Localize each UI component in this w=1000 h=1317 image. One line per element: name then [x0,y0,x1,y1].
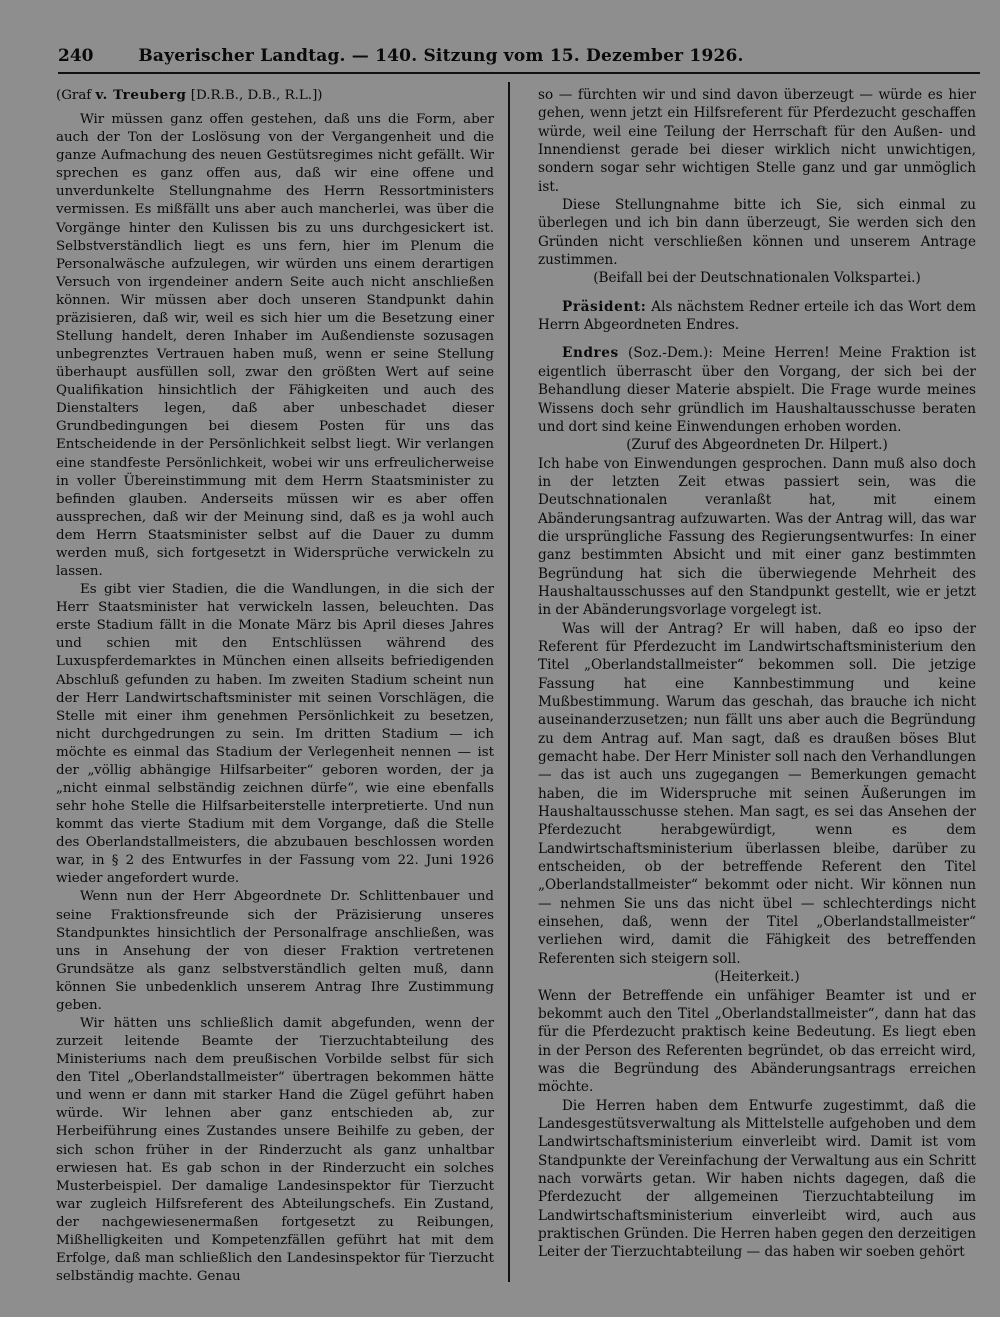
header-rule [58,72,980,74]
left-column [56,86,494,1286]
speaker-open: (Graf [56,88,92,103]
stage-direction: (Beifall bei der Deutschnationalen Volkspartei.) [593,270,921,287]
running-head: Bayerischer Landtag. — 140. Sitzung vom 15. Dezember 1926. [138,46,744,66]
paragraph: so — fürchten wir und sind davon überzeugt — würde es hier gehen, wenn jetzt ein Hilfsreferent für Pferdezucht geschaffen würde, weil eine Teilung der Herrschaft für den Außen- und Innendienst gerade bei dieser wirklich nicht unwichtigen, sondern sogar sehr wichtigen Stelle ganz und gar unmöglich ist. [538,87,976,195]
paragraph: Die Herren haben dem Entwurfe zugestimmt, daß die Landesgestütsverwaltung als Mittelstelle aufgehoben und dem Landwirtschaftsministerium einverleibt wird. Damit ist vom Standpunkte der Vereinfachung der Verwaltung aus ein Schritt nach vorwärts getan. Wir haben nichts dagegen, daß die Pferdezucht der allgemeinen Tierzuchtabteilung im Landwirtschaftsministerium einverleibt wird, auch aus praktischen Gründen. Die Herren haben gegen den derzeitigen Leiter der Tierzuchtabteilung — das haben wir soeben gehört [538,1097,976,1261]
stage-direction: (Heiterkeit.) [714,969,800,986]
president-remark [538,298,976,335]
interjection: (Zuruf des Abgeordneten Dr. Hilpert.) [626,437,888,454]
endres-party: (Soz.-Dem.): [628,345,713,362]
paragraph: Wir müssen ganz offen gestehen, daß uns die Form, aber auch der Ton der Loslösung von der Vergangenheit und die ganze Aufmachung des neuen Gestütsregimes nicht gefällt. Wir sprechen es ganz offen aus, daß wir eine offene und unverdunkelte Stellungnahme des Herrn Ressortministers vermissen. Es mißfällt uns aber auch mancherlei, was über die Vorgänge hinter den Kulissen bis zu uns durchgesickert ist. Selbstverständlich liegt es uns fern, hier im Plenum die Personalwäsche aufzulegen, wir würden uns einem derartigen Versuch von irgendeiner andern Seite auch nicht anschließen können. Wir müssen aber doch unseren Standpunkt dahin präzisieren, daß wir, weil es sich hier um die Besetzung einer Stellung handelt, deren Inhaber im Außendienste sozusagen unbegrenztes Vertrauen haben muß, wenn er seine Stellung überhaupt ausfüllen soll, zwar den größten Wert auf seine Qualifikation hinsichtlich der Fähigkeiten und auch des Dienstalters legen, daß aber unbeschadet dieser Grundbedingungen bei diesem Posten für uns das Entscheidende in der Persönlichkeit selbst liegt. Wir verlangen eine standfeste Persönlichkeit, wobei wir uns erfreulicherweise in voller Übereinstimmung mit dem Herrn Staatsminister zu befinden glauben. Anderseits müssen wir es aber offen aussprechen, daß wir der Meinung sind, daß es ja wohl auch dem Herrn Staatsminister selbst auf die Dauer zu dumm werden muß, sich fortgesetzt in Widersprüche verwickeln zu lassen. [56,112,494,580]
paragraph: Es gibt vier Stadien, die die Wandlungen, in die sich der Herr Staatsminister hat verwickeln lassen, beleuchten. Das erste Stadium fällt in die Monate März bis April dieses Jahres und schien mit den Entschlüssen während des Luxuspferdemarktes in München einen allseits befriedigenden Abschluß gefunden zu haben. Im zweiten Stadium scheint nun der Herr Landwirtschaftsminister mit seinen Vorschlägen, die Stelle mit einer ihm genehmen Persönlichkeit zu besetzen, nicht durchgedrungen zu sein. Im dritten Stadium — ich möchte es einmal das Stadium der Verlegenheit nennen — ist der „völlig abhängige Hilfsarbeiter“ geboren worden, der ja „nicht einmal selbständig zeichnen dürfe“, wie eine ebenfalls sehr hohe Stelle die Hilfsarbeiterstelle interpretierte. Und nun kommt das vierte Stadium mit dem Vorgange, daß die Stelle des Oberlandstallmeisters, die abzubauen beschlossen worden war, in § 2 des Entwurfes in der Fassung vom 22. Juni 1926 wieder angefordert wurde. [56,582,494,887]
endres-label: Endres [562,345,619,362]
endres-speech-start [538,344,976,436]
speaker-party: [D.R.B., D.B., R.L.]) [190,88,323,103]
speaker-name: v. Treuberg [95,87,187,103]
page-header [58,42,764,72]
speaker-attribution [56,86,494,105]
president-label: Präsident: [562,298,647,315]
paragraph: Diese Stellungnahme bitte ich Sie, sich einmal zu überlegen und ich bin dann überzeugt, Sie werden sich den Gründen nicht verschließen können und unserem Antrage zustimmen. [538,197,976,269]
paragraph: Wir hätten uns schließlich damit abgefunden, wenn der zurzeit leitende Beamte der Tierzuchtabteilung des Ministeriums nach dem preußischen Vorbilde selbst für sich den Titel „Oberlandstallmeister“ übertragen bekommen hätte und wenn er dann mit starker Hand die Zügel geführt haben würde. Wir lehnen aber ganz entschieden ab, zur Herbeiführung eines Zustandes unsere Beihilfe zu geben, der sich schon früher in der Rinderzucht als ganz unhaltbar erwiesen hat. Es gab schon in der Rinderzucht ein solches Musterbeispiel. Der damalige Landesinspektor für Tierzucht war zugleich Hilfsreferent des Abteilungschefs. Ein Zustand, der nachgewiesenermaßen fortgesetzt zu Reibungen, Mißhelligkeiten und Kompetenzfällen geführt hat mit dem Erfolge, daß man schließlich den Landesinspektor für Tierzucht selbständig machte. Genau [56,1015,494,1285]
paragraph: Ich habe von Einwendungen gesprochen. Dann muß also doch in der letzten Zeit etwas passiert sein, was die Deutschnationalen veranlaßt hat, mit einem Abänderungsantrag aufzuwarten. Was der Antrag will, das war die ursprüngliche Fassung des Regierungsentwurfes: In einer ganz bestimmten Absicht und mit einer ganz bestimmten Begründung hat sich die überwiegende Mehrheit des Haushaltausschusses auf den Standpunkt gestellt, wie er jetzt in der Abänderungsvorlage vorgelegt ist. [538,455,976,619]
paragraph: Wenn der Betreffende ein unfähiger Beamter ist und er bekommt auch den Titel „Oberlandstallmeister“, dann hat das für die Pferdezucht praktisch keine Bedeutung. Es liegt eben in der Person des Referenten begründet, ob das erreicht wird, was die Begründung des Abänderungsantrags erreichen möchte. [538,987,976,1096]
column-divider [508,82,510,1282]
president-text: Als nächstem Redner erteile ich das Wort dem Herrn Abgeordneten Endres. [538,298,977,334]
paragraph: Wenn nun der Herr Abgeordnete Dr. Schlittenbauer und seine Fraktionsfreunde sich der Präzisierung unseres Standpunktes hinsichtlich der Personalfrage anschließen, was uns in Ansehung der von dieser Fraktion vertretenen Grundsätze als ganz selbstverständlich gelten muß, dann können Sie unbedenklich unserem Antrag Ihre Zustimmung geben. [56,889,494,1013]
paragraph: Was will der Antrag? Er will haben, daß eo ipso der Referent für Pferdezucht im Landwirtschaftsministerium den Titel „Oberlandstallmeister“ bekommen soll. Die jetzige Fassung hat eine Kannbestimmung und keine Mußbestimmung. Warum das geschah, das brauche ich nicht auseinanderzusetzen; nun fällt uns aber auch die Begründung zu dem Antrag auf. Man sagt, daß es draußen böses Blut gemacht habe. Der Herr Minister soll nach den Verhandlungen — das ist auch uns zugegangen — Bemerkungen gemacht haben, die im Widerspruche mit seinen Äußerungen im Haushaltausschusse stehen. Man sagt, es sei das Ansehen der Pferdezucht herabgewürdigt, wenn es dem Landwirtschaftsministerium überlassen bleibe, darüber zu entscheiden, ob der betreffende Referent den Titel „Oberlandstallmeister“ bekommt oder nicht. Wir können nun — nehmen Sie uns das nicht übel — schlechterdings nicht einsehen, daß, wenn der Titel „Oberlandstallmeister“ verliehen wird, damit die Fähigkeit des betreffenden Referenten sich steigern soll. [538,620,976,967]
right-column [538,86,976,1262]
endres-text: Meine Herren! Meine Fraktion ist eigentlich überrascht über den Vorgang, der sich bei der Behandlung dieser Materie abspielt. Die Frage wurde meines Wissens doch sehr gründlich im Haushaltausschusse beraten und dort sind keine Einwendungen erhoben worden. [538,345,977,435]
page-number: 240 [58,46,94,66]
